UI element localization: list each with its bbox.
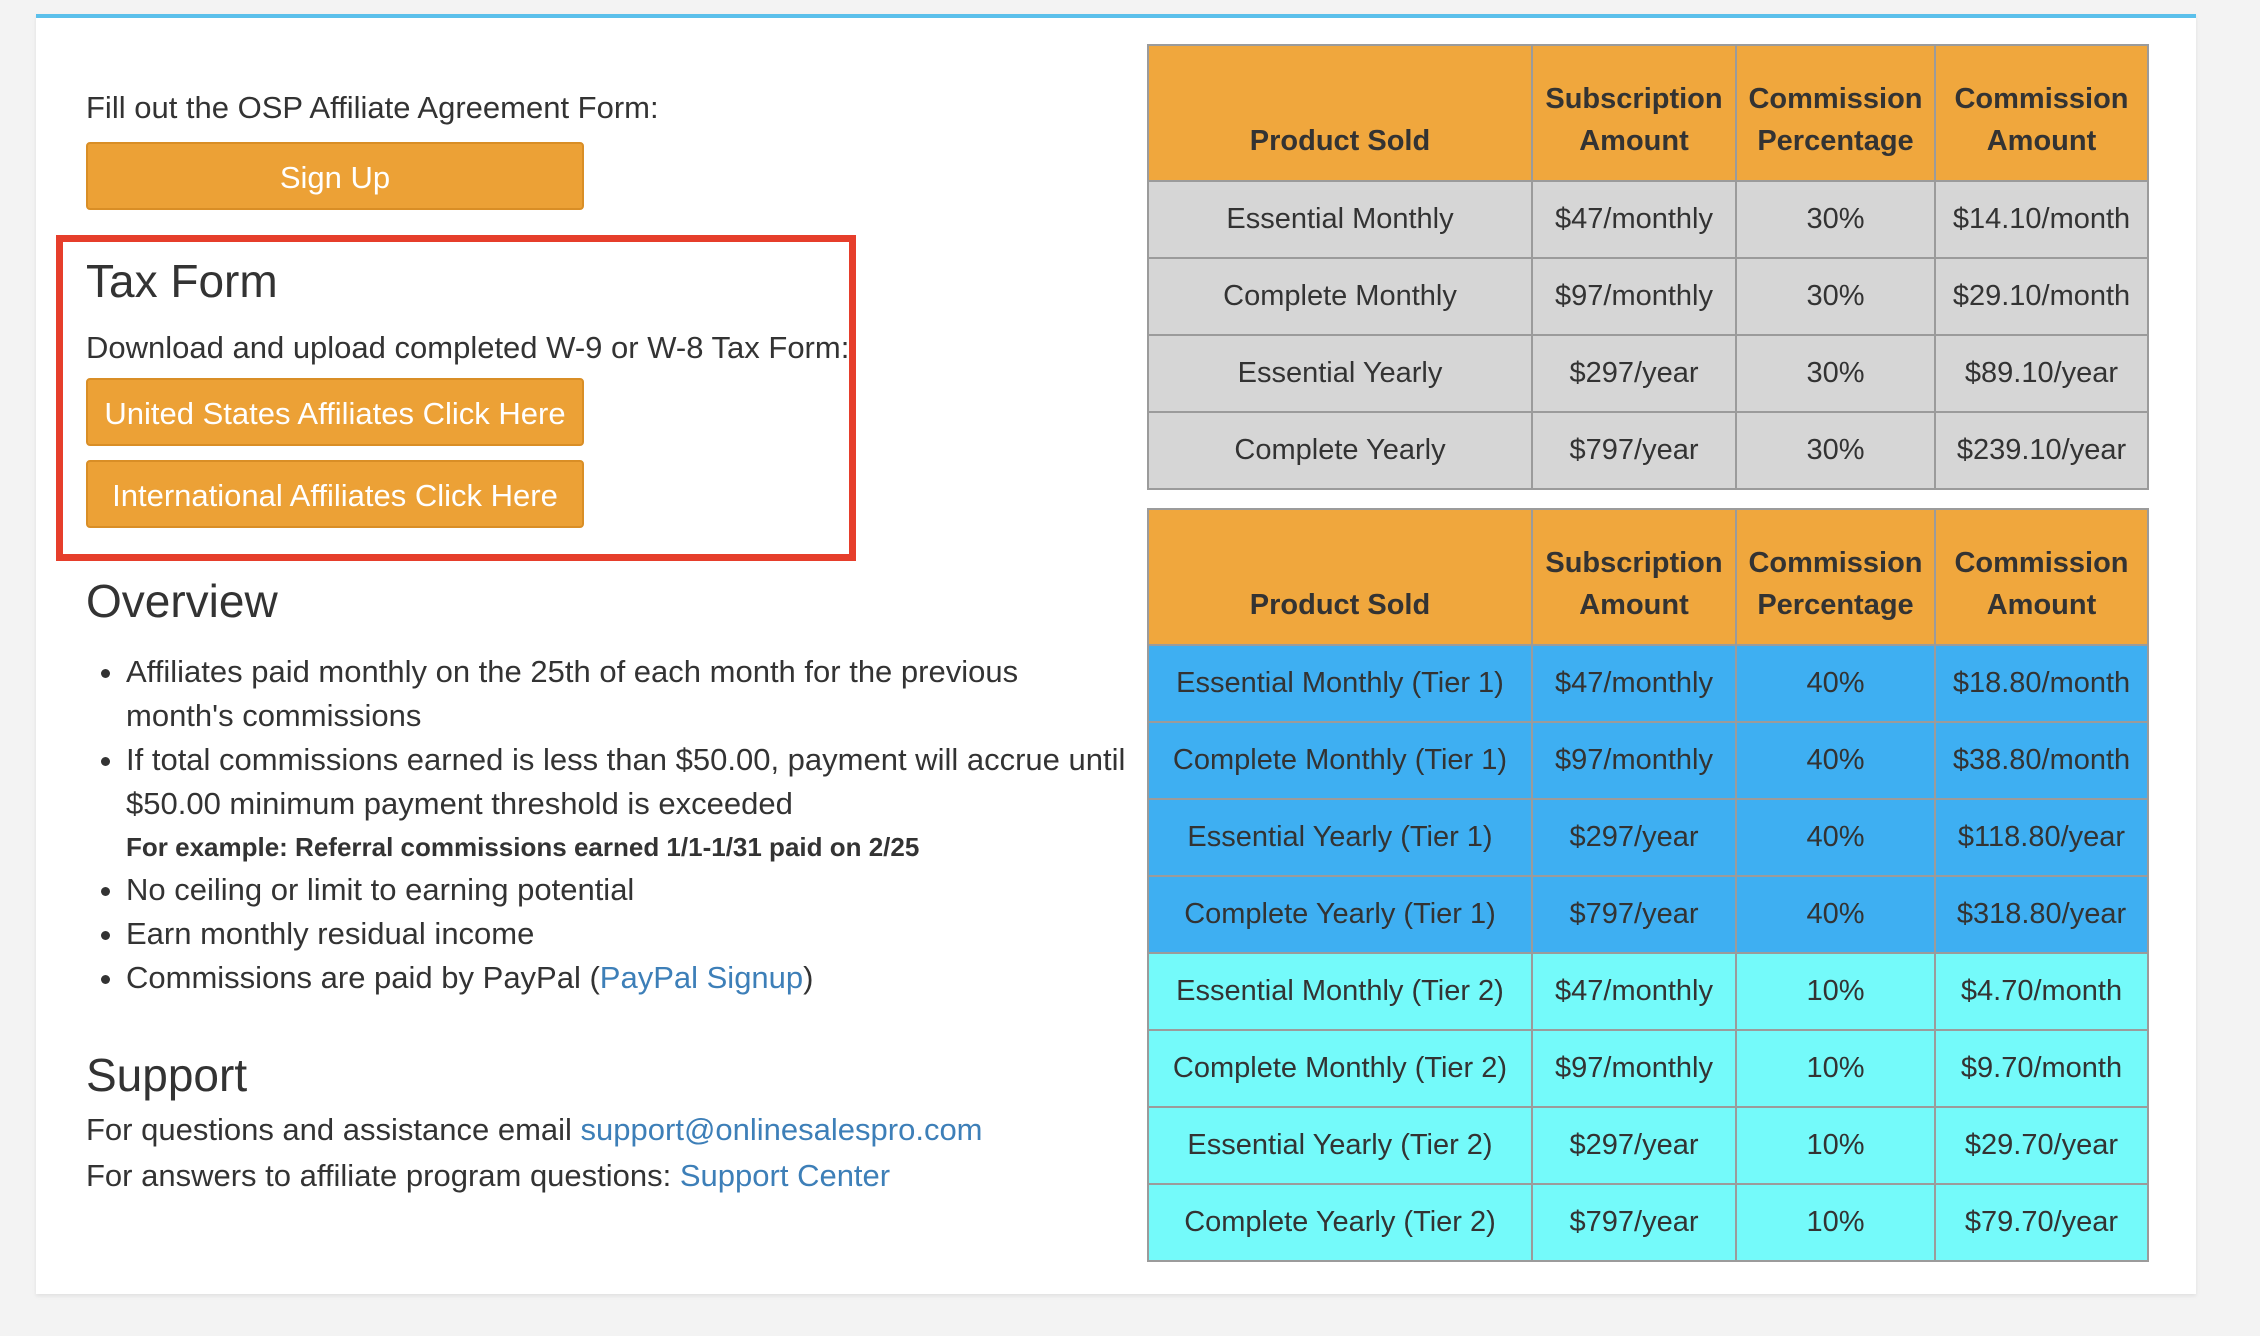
list-item-text: Affiliates paid monthly on the 25th of each month for the previous month's commissions: [126, 654, 1019, 733]
tax-form-title: Tax Form: [86, 255, 278, 307]
table-cell: Essential Monthly (Tier 1): [1148, 645, 1532, 722]
table-cell: $797/year: [1532, 1184, 1736, 1261]
list-item-text: Commissions are paid by PayPal (: [126, 960, 600, 995]
table-cell: Complete Yearly: [1148, 412, 1532, 489]
table-row: [1148, 1184, 2148, 1261]
header-subscription-amount: Subscription Amount: [1532, 45, 1736, 181]
support-title: Support: [86, 1049, 248, 1101]
header-product-sold: Product Sold: [1148, 509, 1532, 645]
header-commission-amount: Commission Amount: [1935, 509, 2148, 645]
overview-list: [86, 650, 1126, 1000]
table-row: [1148, 258, 2148, 335]
table-cell: $797/year: [1532, 876, 1736, 953]
header-commission-amount: Commission Amount: [1935, 45, 2148, 181]
table-row: [1148, 953, 2148, 1030]
table-row: [1148, 181, 2148, 258]
list-item-text: Earn monthly residual income: [126, 916, 535, 951]
table-cell: $318.80/year: [1935, 876, 2148, 953]
table-cell: $79.70/year: [1935, 1184, 2148, 1261]
list-item: [126, 650, 1126, 738]
table-row: [1148, 1030, 2148, 1107]
list-item-text: No ceiling or limit to earning potential: [126, 872, 635, 907]
table-cell: 10%: [1736, 1107, 1935, 1184]
table-row: [1148, 645, 2148, 722]
table-row: [1148, 412, 2148, 489]
table-cell: $14.10/month: [1935, 181, 2148, 258]
table-cell: 40%: [1736, 799, 1935, 876]
header-product-sold: Product Sold: [1148, 45, 1532, 181]
support-email-link[interactable]: support@onlinesalespro.com: [580, 1112, 983, 1147]
table-row: [1148, 876, 2148, 953]
content-panel: [36, 14, 2196, 1294]
support-center-text: For answers to affiliate program questions:: [86, 1158, 680, 1193]
header-commission-percentage: Commission Percentage: [1736, 509, 1935, 645]
overview-title: Overview: [86, 575, 278, 627]
table-row: [1148, 799, 2148, 876]
table-cell: Complete Monthly (Tier 1): [1148, 722, 1532, 799]
table-row: [1148, 722, 2148, 799]
list-item-text: If total commissions earned is less than $50.00, payment will accrue until $50.00 minimum payment threshold is exceeded: [126, 742, 1126, 821]
table-cell: $297/year: [1532, 335, 1736, 412]
table-cell: $4.70/month: [1935, 953, 2148, 1030]
table-cell: $89.10/year: [1935, 335, 2148, 412]
table-cell: $97/monthly: [1532, 722, 1736, 799]
support-email-text: For questions and assistance email: [86, 1112, 581, 1147]
table-cell: $118.80/year: [1935, 799, 2148, 876]
support-center-line: [86, 1158, 890, 1194]
table-cell: Essential Monthly: [1148, 181, 1532, 258]
table-cell: 30%: [1736, 412, 1935, 489]
table-cell: $9.70/month: [1935, 1030, 2148, 1107]
us-affiliates-button[interactable]: United States Affiliates Click Here: [86, 378, 584, 446]
table-cell: $297/year: [1532, 1107, 1736, 1184]
table-cell: $38.80/month: [1935, 722, 2148, 799]
payment-example-note: For example: Referral commissions earned 1/1-1/31 paid on 2/25: [126, 832, 920, 862]
table-cell: 40%: [1736, 876, 1935, 953]
list-item: [126, 956, 1126, 1000]
table-cell: 10%: [1736, 953, 1935, 1030]
table-cell: 10%: [1736, 1184, 1935, 1261]
international-affiliates-button[interactable]: International Affiliates Click Here: [86, 460, 584, 528]
table-cell: $239.10/year: [1935, 412, 2148, 489]
list-item: [126, 868, 1126, 912]
table-cell: $797/year: [1532, 412, 1736, 489]
table-cell: Complete Yearly (Tier 2): [1148, 1184, 1532, 1261]
table-cell: Complete Yearly (Tier 1): [1148, 876, 1532, 953]
signup-intro: Fill out the OSP Affiliate Agreement Form:: [86, 90, 659, 125]
table-cell: 30%: [1736, 258, 1935, 335]
table-cell: Complete Monthly: [1148, 258, 1532, 335]
table-cell: 30%: [1736, 181, 1935, 258]
header-subscription-amount: Subscription Amount: [1532, 509, 1736, 645]
table-cell: Complete Monthly (Tier 2): [1148, 1030, 1532, 1107]
table-cell: $29.10/month: [1935, 258, 2148, 335]
table-row: [1148, 335, 2148, 412]
table-cell: 40%: [1736, 645, 1935, 722]
table-cell: $18.80/month: [1935, 645, 2148, 722]
support-email-line: [86, 1112, 983, 1148]
table-cell: Essential Yearly: [1148, 335, 1532, 412]
table-cell: $47/monthly: [1532, 953, 1736, 1030]
table-cell: $47/monthly: [1532, 645, 1736, 722]
table-cell: 30%: [1736, 335, 1935, 412]
list-item: [126, 912, 1126, 956]
table-cell: $297/year: [1532, 799, 1736, 876]
header-commission-percentage: Commission Percentage: [1736, 45, 1935, 181]
table-cell: 40%: [1736, 722, 1935, 799]
tax-form-description: Download and upload completed W-9 or W-8 Tax Form:: [86, 330, 850, 365]
paypal-signup-link[interactable]: PayPal Signup: [599, 960, 804, 995]
table-row: [1148, 1107, 2148, 1184]
table-cell: $97/monthly: [1532, 1030, 1736, 1107]
sign-up-button[interactable]: Sign Up: [86, 142, 584, 210]
table-cell: $29.70/year: [1935, 1107, 2148, 1184]
table-cell: Essential Yearly (Tier 1): [1148, 799, 1532, 876]
table-cell: $47/monthly: [1532, 181, 1736, 258]
commission-table-standard: [1147, 44, 2149, 490]
table-cell: Essential Monthly (Tier 2): [1148, 953, 1532, 1030]
table-cell: Essential Yearly (Tier 2): [1148, 1107, 1532, 1184]
list-item-text: ): [803, 960, 814, 995]
list-item: [126, 738, 1126, 868]
commission-table-tiered: [1147, 508, 2149, 1262]
table-cell: $97/monthly: [1532, 258, 1736, 335]
table-cell: 10%: [1736, 1030, 1935, 1107]
support-center-link[interactable]: Support Center: [679, 1158, 891, 1193]
